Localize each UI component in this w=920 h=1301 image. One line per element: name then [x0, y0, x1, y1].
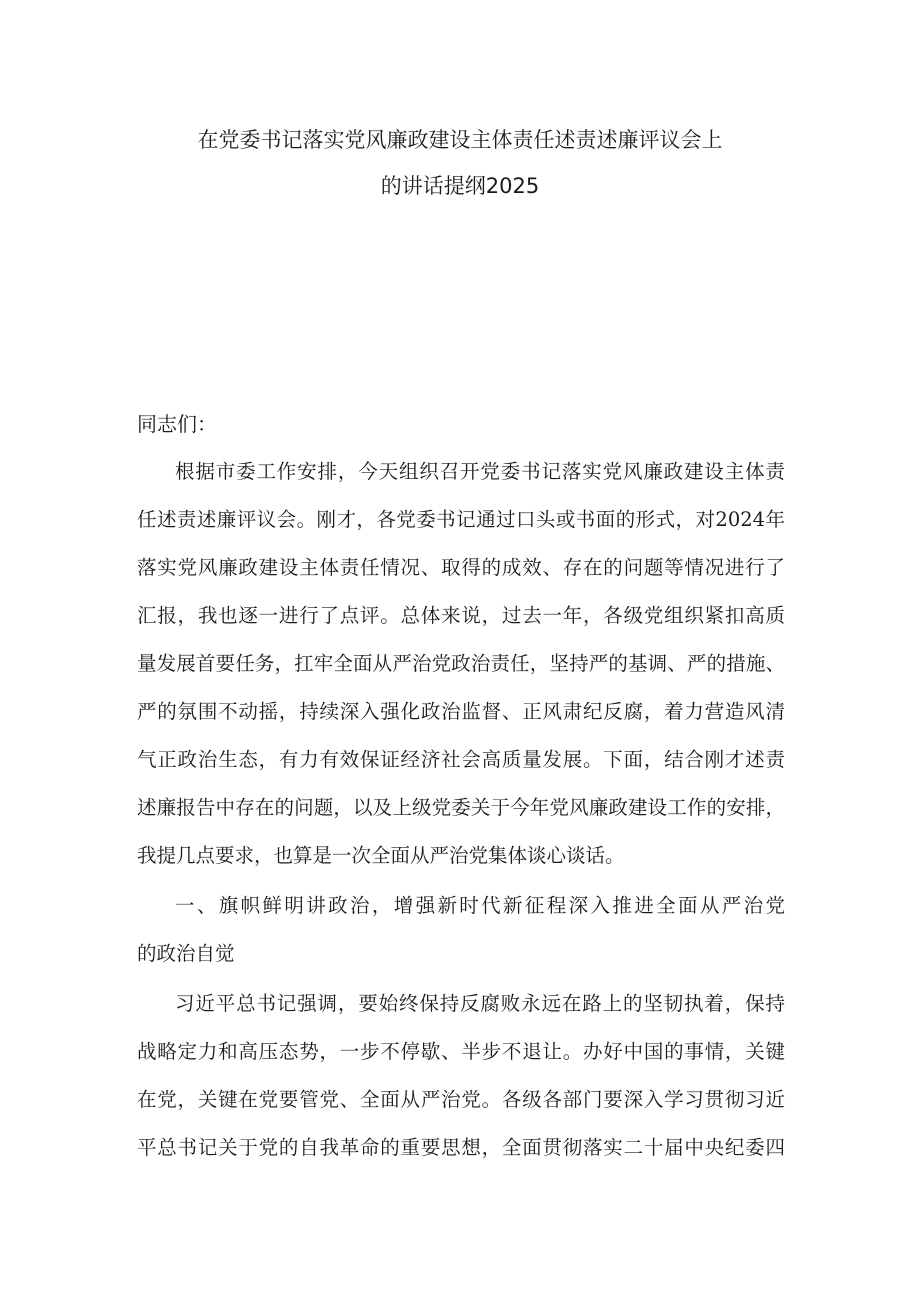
- section-heading-line: 的政治自觉: [137, 942, 235, 965]
- document-title-line-1: 在党委书记落实党风廉政建设主体责任述责述廉评议会上: [197, 128, 723, 152]
- paragraph-1-line: 述廉报告中存在的问题，以及上级党委关于今年党风廉政建设工作的安排，: [137, 796, 785, 819]
- paragraph-2-line: 在党，关键在党要管党、全面从严治党。各级各部门要深入学习贯彻习近: [137, 1088, 785, 1111]
- paragraph-1-line: 量发展首要任务，扛牢全面从严治党政治责任，坚持严的基调、严的措施、: [137, 652, 785, 675]
- paragraph-2-line: 习近平总书记强调，要始终保持反腐败永远在路上的坚韧执着，保持: [175, 992, 785, 1015]
- document-title-line-2: 的讲话提纲2025: [380, 174, 540, 198]
- paragraph-1-line: 任述责述廉评议会。刚才，各党委书记通过口头或书面的形式，对2024年: [137, 508, 785, 531]
- paragraph-1-line: 严的氛围不动摇，持续深入强化政治监督、正风肃纪反腐，着力营造风清: [137, 700, 785, 723]
- section-heading-line: 一、旗帜鲜明讲政治，增强新时代新征程深入推进全面从严治党: [175, 894, 785, 917]
- greeting: 同志们：: [137, 412, 217, 436]
- paragraph-2-line: 平总书记关于党的自我革命的重要思想，全面贯彻落实二十届中央纪委四: [137, 1136, 785, 1159]
- paragraph-1-line: 落实党风廉政建设主体责任情况、取得的成效、存在的问题等情况进行了: [137, 556, 785, 579]
- paragraph-1-line: 我提几点要求，也算是一次全面从严治党集体谈心谈话。: [137, 844, 625, 867]
- paragraph-1-line: 汇报，我也逐一进行了点评。总体来说，过去一年，各级党组织紧扣高质: [137, 604, 785, 627]
- paragraph-1-line: 气正政治生态，有力有效保证经济社会高质量发展。下面，结合刚才述责: [137, 748, 785, 771]
- paragraph-2-line: 战略定力和高压态势，一步不停歇、半步不退让。办好中国的事情，关键: [137, 1040, 785, 1063]
- paragraph-1-line: 根据市委工作安排，今天组织召开党委书记落实党风廉政建设主体责: [175, 460, 785, 483]
